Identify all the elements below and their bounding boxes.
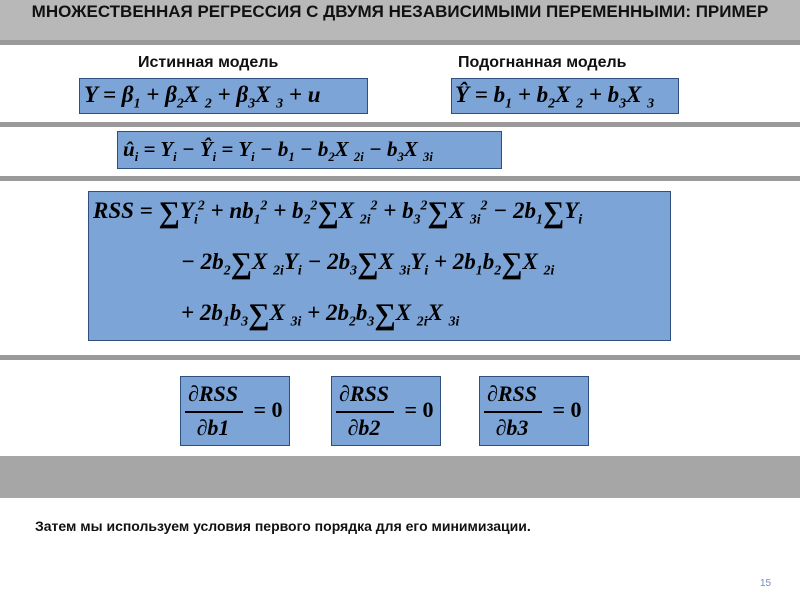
derivative-denominator: ∂b1 — [196, 415, 230, 440]
fraction-line — [484, 411, 542, 413]
derivative-b1-equation — [180, 376, 290, 446]
equals-zero: = 0 — [404, 397, 434, 422]
fitted-model-equation: Ŷ = $b_1 + b_2X$ $_2 + b_3X$ $_3$ — [451, 78, 679, 114]
separator-2 — [0, 122, 800, 127]
separator-top — [0, 40, 800, 45]
fitted-model-label: Подогнанная модель — [458, 54, 627, 71]
residual-equation: $û_i = Y_i$ − $Ŷ_i = Y_i - b_1 - b_2X$ $_{2i} - b_3X$ $_{3i}$ — [117, 131, 502, 169]
caption: Затем мы используем условия первого порядка для его минимизации. — [35, 518, 531, 534]
derivative-denominator: ∂b3 — [495, 415, 529, 440]
fraction-line — [336, 411, 394, 413]
equals-zero: = 0 — [253, 397, 283, 422]
page-number: 15 — [760, 578, 772, 589]
rss-expansion: RSS = $\sum Y_i^2 + nb_1^2 + b_2^2\sum X$ $_{2i}^2 + b_3^2\sum X$ $_{3i}^2 - 2b_1\sum Y_i$ − $2b_2\sum X$ $_{2i}Y_i - 2b_3\sum X$ $_{3i}Y_i + 2b_1b_2\sum X$ $_{2i}$ + $2b_1b_3\sum X$ $_{3i} + 2b_2b_3\sum X$ $_{2i}$X $_{3i}$ — [88, 191, 671, 341]
equals-zero: = 0 — [552, 397, 582, 422]
fraction-line — [185, 411, 243, 413]
derivative-b3-equation — [479, 376, 589, 446]
separator-4 — [0, 355, 800, 360]
derivative-numerator: ∂RSS — [338, 381, 389, 406]
derivative-numerator: ∂RSS — [187, 381, 238, 406]
true-model-label: Истинная модель — [138, 54, 279, 71]
slide-title: МНОЖЕСТВЕННАЯ РЕГРЕССИЯ С ДВУМЯ НЕЗАВИСИМЫМИ ПЕРЕМЕННЫМИ: ПРИМЕР — [31, 2, 769, 21]
derivative-b2-equation — [331, 376, 441, 446]
bottom-band — [0, 456, 800, 498]
derivative-denominator: ∂b2 — [347, 415, 381, 440]
true-model-equation: $Y = \beta_1 + \beta_2X$ $_2 + \beta_3X$ $_3$ + u — [79, 78, 368, 114]
separator-3 — [0, 176, 800, 181]
derivative-numerator: ∂RSS — [486, 381, 537, 406]
